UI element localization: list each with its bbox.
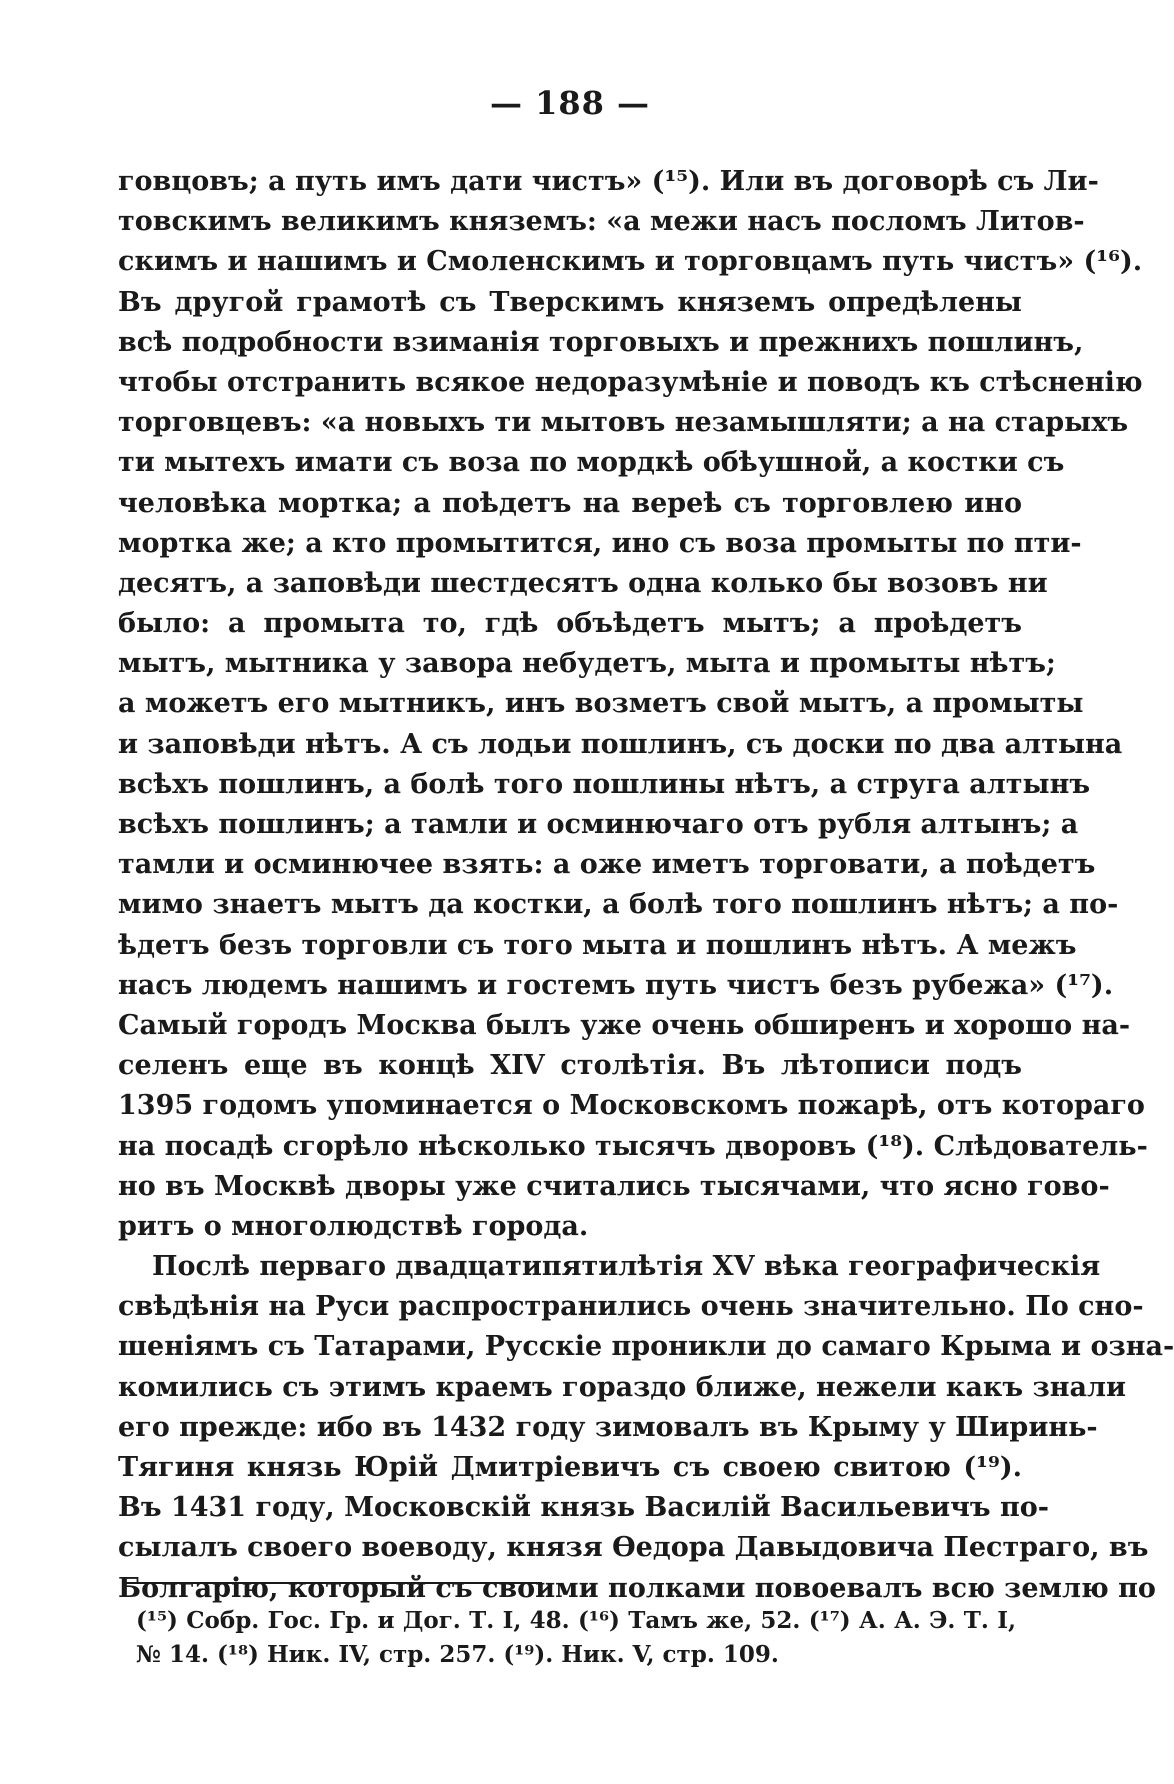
text-line: селенъ еще въ концѣ XIV столѣтія. Въ лѣтописи подъ [118,1050,1022,1082]
text-line: всѣхъ пошлинъ, а болѣ того пошлины нѣтъ, а струга алтынъ [118,768,1091,800]
text-line: и заповѣди нѣтъ. А съ лодьи пошлинъ, съ доски по два алтына [118,728,1123,760]
text-line: человѣка мортка; а поѣдетъ на вереѣ съ торговлею ино [118,487,1022,519]
text-line: мимо знаетъ мытъ да костки, а болѣ того пошлинъ нѣтъ; а по- [118,889,1119,921]
text-line: 1395 годомъ упоминается о Московскомъ пожарѣ, отъ котораго [118,1090,1145,1122]
text-line: было: а промыта то, гдѣ объѣдетъ мытъ; а проѣдетъ [118,608,1022,640]
footnote-line: № 14. (¹⁸) Ник. IV, стр. 257. (¹⁹). Ник. V, стр. 109. [136,1641,779,1668]
text-line: но въ Москвѣ дворы уже считались тысячами, что ясно гово- [118,1170,1110,1202]
text-line: Тягиня князь Юрій Дмитріевичъ съ своею свитою (¹⁹). [118,1452,1022,1483]
text-line: сылалъ своего воеводу, князя Ѳедора Давыдовича Пестраго, въ [118,1532,1149,1564]
text-line: мортка же; а кто промытится, ино съ воза промыты по пти- [118,527,1082,559]
page-number: — 188 — [489,84,651,122]
text-line: а можетъ его мытникъ, инъ возметъ свой мытъ, а промыты [118,688,1084,720]
text-line: всѣ подробности взиманія торговыхъ и прежнихъ пошлинъ, [118,326,1084,358]
text-line: комились съ этимъ краемъ гораздо ближе, нежели какъ знали [118,1371,1127,1403]
text-line: мытъ, мытника у завора небудетъ, мыта и промыты нѣтъ; [118,648,1056,680]
text-line: Болгарію, который съ своими полками повоевалъ всю землю по [118,1572,1156,1604]
text-line: Въ другой грамотѣ съ Тверскимъ княземъ опредѣлены [118,286,1022,318]
text-line: товскимъ великимъ княземъ: «а межи насъ посломъ Литов- [118,206,1085,238]
text-line: чтобы отстранить всякое недоразумѣніе и поводъ къ стѣсненію [118,366,1143,398]
footnote-line: (¹⁵) Собр. Гос. Гр. и Дог. Т. I, 48. (¹⁶) Тамъ же, 52. (¹⁷) А. А. Э. Т. I, [136,1607,1016,1634]
text-line: всѣхъ пошлинъ; а тамли и осминючаго отъ рубля алтынъ; а [118,809,1079,840]
text-line: шеніямъ съ Татарами, Русскіе проникли до самаго Крыма и озна- [118,1331,1174,1363]
footnote-divider [122,1582,542,1584]
text-line: скимъ и нашимъ и Смоленскимъ и торговцамъ путь чистъ» (¹⁶). [118,246,1143,278]
text-line: ти мытехъ имати съ воза по мордкѣ обѣушной, а костки съ [118,447,1065,479]
text-line: на посадѣ сгорѣло нѣсколько тысячъ дворовъ (¹⁸). Слѣдователь- [118,1130,1148,1162]
text-line: тамли и осминючее взять: а оже иметъ торговати, а поѣдетъ [118,849,1096,881]
footnotes [136,1604,1016,1672]
text-line: говцовъ; а путь имъ дати чистъ» (¹⁵). Или въ договорѣ съ Ли- [118,166,1099,197]
text-line: его прежде: ибо въ 1432 году зимовалъ въ Крыму у Ширинь- [118,1411,1098,1443]
text-line: свѣдѣнія на Руси распространились очень значительно. По сно- [118,1291,1144,1323]
body-text [118,162,1174,1609]
paragraph-end-line: ритъ о многолюдствѣ города. [118,1210,589,1242]
text-line: насъ людемъ нашимъ и гостемъ путь чистъ безъ рубежа» (¹⁷). [118,969,1114,1001]
text-line: Самый городъ Москва былъ уже очень обширенъ и хорошо на- [118,1009,1131,1041]
paragraph-start-line: Послѣ перваго двадцатипятилѣтія XV вѣка географическія [152,1251,1101,1283]
text-line: ѣдетъ безъ торговли съ того мыта и пошлинъ нѣтъ. А межъ [118,929,1077,961]
text-line: торговцевъ: «а новыхъ ти мытовъ незамышляти; а на старыхъ [118,407,1129,439]
text-line: десятъ, а заповѣди шестдесятъ одна колько бы возовъ ни [118,567,1048,599]
text-line: Въ 1431 году, Московскій князь Василій Васильевичъ по- [118,1492,1049,1524]
